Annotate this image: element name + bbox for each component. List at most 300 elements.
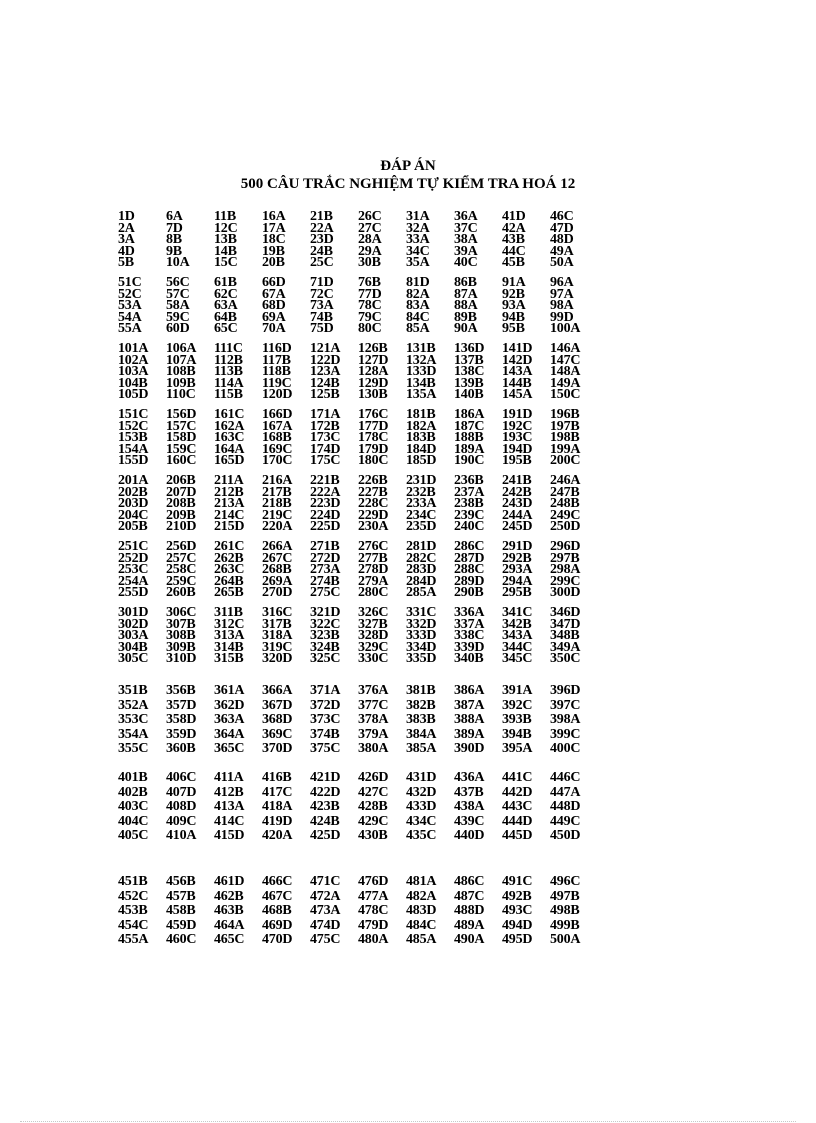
- answer-cell: 83A: [406, 298, 430, 314]
- answer-cell: 434C: [406, 813, 437, 829]
- answer-cell: 195B: [502, 453, 532, 469]
- answer-cell: 170C: [262, 453, 293, 469]
- answer-row: [118, 587, 598, 599]
- answer-cell: 239C: [454, 507, 485, 523]
- answer-cell: 244A: [502, 507, 533, 523]
- answer-cell: 217B: [262, 484, 292, 500]
- answer-cell: 125B: [310, 387, 340, 403]
- answer-cell: 231D: [406, 475, 437, 488]
- answer-cell: 339D: [454, 639, 485, 655]
- answer-cell: 449C: [550, 813, 581, 829]
- answer-cell: 304B: [118, 639, 148, 655]
- answer-cell: 347D: [550, 616, 581, 632]
- answer-cell: 106A: [166, 343, 197, 356]
- answer-cell: 235D: [406, 519, 437, 535]
- answer-cell: 16A: [262, 211, 286, 224]
- answer-cell: 34C: [406, 243, 430, 259]
- answer-cell: 132A: [406, 352, 437, 368]
- answer-cell: 121A: [310, 343, 341, 356]
- answer-cell: 13B: [214, 232, 237, 248]
- answer-cell: 167A: [262, 418, 293, 434]
- answer-cell: 210D: [166, 519, 197, 535]
- answer-row: [118, 800, 598, 815]
- answer-row: [118, 389, 598, 401]
- answer-cell: 61B: [214, 277, 237, 290]
- answer-cell: 187C: [454, 418, 485, 434]
- answer-cell: 133D: [406, 364, 437, 380]
- answer-cell: 341C: [502, 607, 533, 620]
- answer-cell: 499B: [550, 917, 580, 933]
- answer-cell: 56C: [166, 277, 190, 290]
- answer-cell: 40C: [454, 255, 478, 271]
- answer-cell: 62C: [214, 286, 238, 302]
- answer-cell: 290B: [454, 585, 484, 601]
- answer-cell: 240C: [454, 519, 485, 535]
- answer-cell: 182A: [406, 418, 437, 434]
- answer-cell: 172B: [310, 418, 340, 434]
- answer-cell: 128A: [358, 364, 389, 380]
- answer-cell: 461D: [214, 875, 245, 889]
- answer-cell: 256D: [166, 541, 197, 554]
- answer-cell: 292B: [502, 550, 532, 566]
- answer-cell: 161C: [214, 409, 245, 422]
- answer-cell: 277B: [358, 550, 388, 566]
- answer-cell: 400C: [550, 741, 581, 757]
- answer-cell: 14B: [214, 243, 237, 259]
- answer-cell: 463B: [214, 903, 244, 919]
- answer-cell: 134B: [406, 375, 436, 391]
- answer-cell: 22A: [310, 220, 334, 236]
- answer-cell: 100A: [550, 321, 581, 337]
- answer-cell: 375C: [310, 741, 341, 757]
- answer-cell: 15C: [214, 255, 238, 271]
- answer-cell: 318A: [262, 628, 293, 644]
- answer-cell: 365C: [214, 741, 245, 757]
- answer-cell: 310D: [166, 651, 197, 667]
- answer-block: [118, 343, 598, 403]
- answer-cell: 439C: [454, 813, 485, 829]
- answer-cell: 37C: [454, 220, 478, 236]
- answer-cell: 65C: [214, 321, 238, 337]
- answer-cell: 405C: [118, 828, 149, 844]
- answer-cell: 81D: [406, 277, 430, 290]
- answer-cell: 448D: [550, 799, 581, 815]
- answer-cell: 257C: [166, 550, 197, 566]
- answer-cell: 123A: [310, 364, 341, 380]
- answer-row: [118, 684, 598, 699]
- answer-cell: 191D: [502, 409, 533, 422]
- answer-cell: 29A: [358, 243, 382, 259]
- answer-cell: 80C: [358, 321, 382, 337]
- answer-cell: 331C: [406, 607, 437, 620]
- answer-cell: 478C: [358, 903, 389, 919]
- answer-cell: 494D: [502, 917, 533, 933]
- answer-cell: 131B: [406, 343, 436, 356]
- answer-cell: 261C: [214, 541, 245, 554]
- answer-row: [118, 815, 598, 830]
- answer-cell: 169C: [262, 441, 293, 457]
- answer-cell: 153B: [118, 430, 148, 446]
- answer-cell: 389A: [454, 726, 485, 742]
- answer-cell: 432D: [406, 784, 437, 800]
- answer-cell: 320D: [262, 651, 293, 667]
- answer-cell: 59C: [166, 309, 190, 325]
- answer-cell: 477A: [358, 888, 389, 904]
- answer-cell: 76B: [358, 277, 381, 290]
- answer-cell: 382B: [406, 697, 436, 713]
- answer-cell: 381B: [406, 684, 436, 698]
- answer-cell: 495D: [502, 932, 533, 948]
- answer-cell: 208B: [166, 496, 196, 512]
- answer-cell: 36A: [454, 211, 478, 224]
- answer-cell: 73A: [310, 298, 334, 314]
- answer-cell: 496C: [550, 875, 581, 889]
- answer-cell: 427C: [358, 784, 389, 800]
- answer-cell: 322C: [310, 616, 341, 632]
- answer-cell: 17A: [262, 220, 286, 236]
- answer-cell: 362D: [214, 697, 245, 713]
- answer-cell: 39A: [454, 243, 478, 259]
- answer-cell: 98A: [550, 298, 574, 314]
- answer-cell: 232B: [406, 484, 436, 500]
- answer-cell: 327B: [358, 616, 388, 632]
- answer-cell: 373C: [310, 712, 341, 728]
- answer-cell: 242B: [502, 484, 532, 500]
- answer-cell: 149A: [550, 375, 581, 391]
- answer-cell: 315B: [214, 651, 244, 667]
- answer-cell: 302D: [118, 616, 149, 632]
- answer-cell: 163C: [214, 430, 245, 446]
- answer-cell: 193C: [502, 430, 533, 446]
- answer-cell: 181B: [406, 409, 436, 422]
- answer-cell: 137B: [454, 352, 484, 368]
- answer-cell: 216A: [262, 475, 293, 488]
- answer-cell: 188B: [454, 430, 484, 446]
- answer-cell: 356B: [166, 684, 196, 698]
- answer-cell: 352A: [118, 697, 149, 713]
- answer-cell: 140B: [454, 387, 484, 403]
- answer-cell: 138C: [454, 364, 485, 380]
- answer-cell: 329C: [358, 639, 389, 655]
- answer-cell: 435C: [406, 828, 437, 844]
- answer-cell: 454C: [118, 917, 149, 933]
- answer-cell: 224D: [310, 507, 341, 523]
- answer-cell: 312C: [214, 616, 245, 632]
- answer-cell: 457B: [166, 888, 196, 904]
- answer-cell: 251C: [118, 541, 149, 554]
- answer-cell: 359D: [166, 726, 197, 742]
- answer-cell: 441C: [502, 771, 533, 785]
- answer-cell: 337A: [454, 616, 485, 632]
- answer-cell: 152C: [118, 418, 149, 434]
- answer-cell: 317B: [262, 616, 292, 632]
- answer-cell: 306C: [166, 607, 197, 620]
- answer-row: [118, 728, 598, 743]
- answer-cell: 403C: [118, 799, 149, 815]
- answer-cell: 52C: [118, 286, 142, 302]
- answer-row: [118, 257, 598, 269]
- answer-cell: 8B: [166, 232, 182, 248]
- answer-cell: 450D: [550, 828, 581, 844]
- answer-cell: 473A: [310, 903, 341, 919]
- answer-cell: 420A: [262, 828, 293, 844]
- answer-cell: 353C: [118, 712, 149, 728]
- answer-row: [118, 890, 598, 905]
- answer-cell: 201A: [118, 475, 149, 488]
- answer-cell: 482A: [406, 888, 437, 904]
- answer-cell: 385A: [406, 741, 437, 757]
- answer-cell: 238B: [454, 496, 484, 512]
- answer-cell: 178C: [358, 430, 389, 446]
- answer-cell: 104B: [118, 375, 148, 391]
- answer-cell: 391A: [502, 684, 533, 698]
- answer-cell: 168B: [262, 430, 292, 446]
- answer-cell: 141D: [502, 343, 533, 356]
- answer-cell: 294A: [502, 573, 533, 589]
- answer-cell: 436A: [454, 771, 485, 785]
- answer-cell: 333D: [406, 628, 437, 644]
- answer-cell: 271B: [310, 541, 340, 554]
- answer-cell: 192C: [502, 418, 533, 434]
- answer-cell: 49A: [550, 243, 574, 259]
- answer-cell: 460C: [166, 932, 197, 948]
- answer-cell: 27C: [358, 220, 382, 236]
- answer-cell: 421D: [310, 771, 341, 785]
- answer-cell: 343A: [502, 628, 533, 644]
- answer-cell: 346D: [550, 607, 581, 620]
- answer-cell: 350C: [550, 651, 581, 667]
- answer-cell: 19B: [262, 243, 285, 259]
- answer-cell: 176C: [358, 409, 389, 422]
- answer-cell: 303A: [118, 628, 149, 644]
- answer-cell: 199A: [550, 441, 581, 457]
- answer-cell: 498B: [550, 903, 580, 919]
- answer-cell: 156D: [166, 409, 197, 422]
- answer-cell: 41D: [502, 211, 526, 224]
- answer-cell: 146A: [550, 343, 581, 356]
- answer-cell: 259C: [166, 573, 197, 589]
- answer-cell: 394B: [502, 726, 532, 742]
- answer-cell: 276C: [358, 541, 389, 554]
- answer-cell: 446C: [550, 771, 581, 785]
- answer-cell: 108B: [166, 364, 196, 380]
- answer-cell: 376A: [358, 684, 389, 698]
- answer-cell: 283D: [406, 562, 437, 578]
- answer-cell: 84C: [406, 309, 430, 325]
- answer-cell: 157C: [166, 418, 197, 434]
- answer-cell: 35A: [406, 255, 430, 271]
- answer-cell: 345C: [502, 651, 533, 667]
- answer-cell: 7D: [166, 220, 183, 236]
- answer-cell: 246A: [550, 475, 581, 488]
- answer-cell: 387A: [454, 697, 485, 713]
- answer-cell: 430B: [358, 828, 388, 844]
- answer-cell: 85A: [406, 321, 430, 337]
- answer-cell: 252D: [118, 550, 149, 566]
- answer-cell: 422D: [310, 784, 341, 800]
- answer-cell: 465C: [214, 932, 245, 948]
- answer-cell: 50A: [550, 255, 574, 271]
- answer-cell: 291D: [502, 541, 533, 554]
- answer-cell: 308B: [166, 628, 196, 644]
- answer-cell: 335D: [406, 651, 437, 667]
- answer-cell: 423B: [310, 799, 340, 815]
- answer-cell: 351B: [118, 684, 148, 698]
- answer-row: [118, 904, 598, 919]
- answer-cell: 440D: [454, 828, 485, 844]
- answer-cell: 286C: [454, 541, 485, 554]
- answer-cell: 328D: [358, 628, 389, 644]
- answer-cell: 159C: [166, 441, 197, 457]
- answer-cell: 370D: [262, 741, 293, 757]
- answer-cell: 278D: [358, 562, 389, 578]
- answer-cell: 300D: [550, 585, 581, 601]
- answer-cell: 319C: [262, 639, 293, 655]
- answer-cell: 281D: [406, 541, 437, 554]
- answer-row: [118, 742, 598, 757]
- answer-cell: 237A: [454, 484, 485, 500]
- answer-cell: 243D: [502, 496, 533, 512]
- answer-cell: 437B: [454, 784, 484, 800]
- answer-block: [118, 211, 598, 271]
- answer-cell: 97A: [550, 286, 574, 302]
- answer-cell: 126B: [358, 343, 388, 356]
- answer-cell: 425D: [310, 828, 341, 844]
- answer-cell: 241B: [502, 475, 532, 488]
- answer-cell: 443C: [502, 799, 533, 815]
- answer-cell: 88A: [454, 298, 478, 314]
- answer-cell: 363A: [214, 712, 245, 728]
- answer-cell: 424B: [310, 813, 340, 829]
- answer-cell: 338C: [454, 628, 485, 644]
- answer-row: [118, 771, 598, 786]
- answer-cell: 183B: [406, 430, 436, 446]
- answer-cell: 438A: [454, 799, 485, 815]
- answer-cell: 469D: [262, 917, 293, 933]
- answer-cell: 485A: [406, 932, 437, 948]
- answer-cell: 234C: [406, 507, 437, 523]
- answer-cell: 311B: [214, 607, 243, 620]
- answer-cell: 299C: [550, 573, 581, 589]
- answer-cell: 416B: [262, 771, 292, 785]
- answer-row: [118, 713, 598, 728]
- answer-cell: 67A: [262, 286, 286, 302]
- answer-cell: 254A: [118, 573, 149, 589]
- page-subtitle: 500 CÂU TRẮC NGHIỆM TỰ KIỂM TRA HOÁ 12: [240, 176, 576, 192]
- answer-cell: 488D: [454, 903, 485, 919]
- answer-cell: 258C: [166, 562, 197, 578]
- answer-cell: 402B: [118, 784, 148, 800]
- answer-cell: 474D: [310, 917, 341, 933]
- answer-cell: 129D: [358, 375, 389, 391]
- answer-cell: 392C: [502, 697, 533, 713]
- answer-cell: 456B: [166, 875, 196, 889]
- answer-block: [118, 409, 598, 469]
- answer-cell: 185D: [406, 453, 437, 469]
- answer-cell: 480A: [358, 932, 389, 948]
- answer-cell: 122D: [310, 352, 341, 368]
- answer-cell: 23D: [310, 232, 334, 248]
- answer-cell: 253C: [118, 562, 149, 578]
- answer-cell: 467C: [262, 888, 293, 904]
- answer-row: [118, 455, 598, 467]
- answer-cell: 500A: [550, 932, 581, 948]
- answer-cell: 388A: [454, 712, 485, 728]
- answer-cell: 10A: [166, 255, 190, 271]
- answer-cell: 94B: [502, 309, 525, 325]
- answer-cell: 344C: [502, 639, 533, 655]
- answer-cell: 479D: [358, 917, 389, 933]
- answer-cell: 211A: [214, 475, 244, 488]
- answer-cell: 3A: [118, 232, 135, 248]
- answer-cell: 442D: [502, 784, 533, 800]
- answer-cell: 227B: [358, 484, 388, 500]
- answer-cell: 332D: [406, 616, 437, 632]
- answer-cell: 384A: [406, 726, 437, 742]
- answer-cell: 493C: [502, 903, 533, 919]
- answer-cell: 116D: [262, 343, 292, 356]
- answer-block: [118, 771, 598, 851]
- answer-cell: 349A: [550, 639, 581, 655]
- answer-cell: 429C: [358, 813, 389, 829]
- answer-cell: 164A: [214, 441, 245, 457]
- answer-cell: 196B: [550, 409, 580, 422]
- answer-cell: 249C: [550, 507, 581, 523]
- answer-cell: 28A: [358, 232, 382, 248]
- answer-cell: 431D: [406, 771, 437, 785]
- answer-cell: 57C: [166, 286, 190, 302]
- answer-cell: 179D: [358, 441, 389, 457]
- answer-cell: 87A: [454, 286, 478, 302]
- answer-cell: 60D: [166, 321, 190, 337]
- answer-cell: 72C: [310, 286, 334, 302]
- answer-cell: 433D: [406, 799, 437, 815]
- answer-cell: 464A: [214, 917, 245, 933]
- answer-row: [118, 933, 598, 948]
- answer-cell: 206B: [166, 475, 196, 488]
- answer-block: [118, 875, 598, 955]
- answer-cell: 491C: [502, 875, 533, 889]
- answer-cell: 411A: [214, 771, 244, 785]
- answer-cell: 250D: [550, 519, 581, 535]
- answer-cell: 127D: [358, 352, 389, 368]
- answer-cell: 25C: [310, 255, 334, 271]
- answer-cell: 186A: [454, 409, 485, 422]
- answer-cell: 263C: [214, 562, 245, 578]
- answer-cell: 417C: [262, 784, 293, 800]
- answer-cell: 222A: [310, 484, 341, 500]
- answer-cell: 378A: [358, 712, 389, 728]
- answer-cell: 293A: [502, 562, 533, 578]
- answer-block: [118, 607, 598, 667]
- answer-cell: 18C: [262, 232, 286, 248]
- answer-cell: 390D: [454, 741, 485, 757]
- answer-cell: 213A: [214, 496, 245, 512]
- answer-cell: 171A: [310, 409, 341, 422]
- answer-cell: 466C: [262, 875, 293, 889]
- answer-cell: 336A: [454, 607, 485, 620]
- answer-cell: 455A: [118, 932, 149, 948]
- answer-cell: 245D: [502, 519, 533, 535]
- answer-cell: 468B: [262, 903, 292, 919]
- answer-cell: 2A: [118, 220, 135, 236]
- answer-cell: 114A: [214, 375, 244, 391]
- answer-cell: 413A: [214, 799, 245, 815]
- answer-cell: 280C: [358, 585, 389, 601]
- answer-cell: 230A: [358, 519, 389, 535]
- answer-cell: 189A: [454, 441, 485, 457]
- answer-cell: 184D: [406, 441, 437, 457]
